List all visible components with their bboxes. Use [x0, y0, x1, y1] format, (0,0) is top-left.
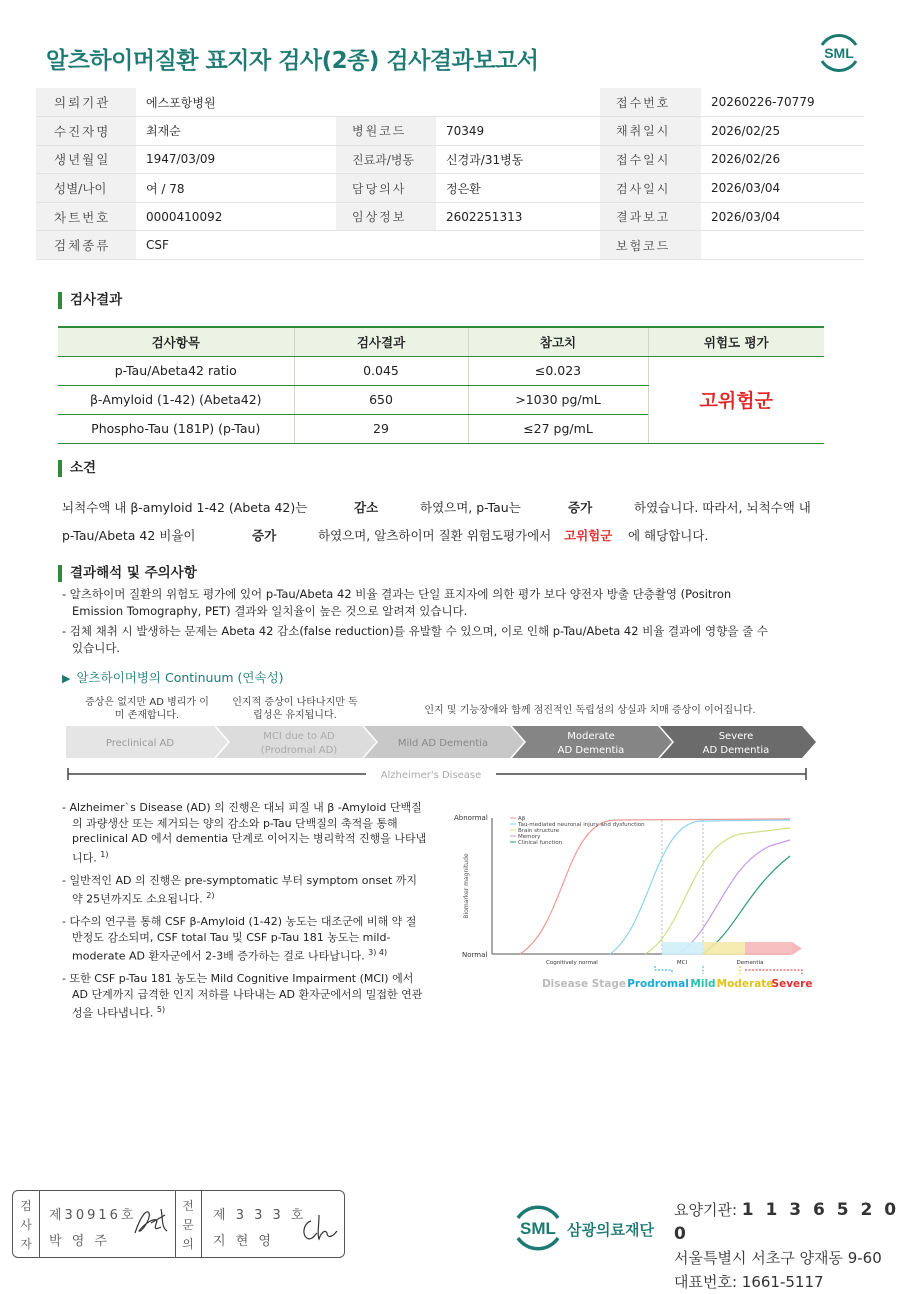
mci-label: MCI [676, 960, 688, 966]
opinion-text-part: 뇌척수액 내 β-amyloid 1-42 (Abeta 42)는 [62, 500, 308, 515]
test-date-label: 검사일시 [600, 174, 701, 203]
stage-label: MCI due to AD [263, 731, 335, 742]
reference-range: ≤27 pg/mL [468, 414, 648, 443]
legend-label: Memory [518, 834, 541, 840]
insurance-label: 보험코드 [600, 231, 701, 260]
list-item: - 검체 채취 시 발생하는 문제는 Abeta 42 감소(false reduction)를 유발할 수 있으며, 이로 인해 p-Tau/Abeta 42 비율 결과에 영향을 줄 수 있습니다. [62, 624, 768, 655]
report-date-value: 2026/03/04 [701, 202, 864, 231]
opinion-text-part: 에 해당합니다. [628, 528, 709, 543]
tester-name: 박 영 주 [49, 1234, 110, 1249]
info-row [36, 145, 864, 174]
stage-label: AD Dementia [557, 745, 625, 756]
collect-date-value: 2026/02/25 [701, 117, 864, 146]
stage-label: Prodromal [627, 978, 689, 990]
sml-logo [816, 30, 862, 76]
dept-value: 신경과/31병동 [436, 145, 600, 174]
stage-label: Mild AD Dementia [397, 738, 489, 749]
list-item: - 알츠하이머 질환의 위험도 평가에 있어 p-Tau/Abeta 42 비율 결과는 단일 표지자에 의한 평가 보다 양전자 방출 단층촬영 (Positron Emission Tomography, PET) 결과와 일치율이 높은 것으로 알려져 있습니다. [62, 587, 732, 618]
results-table [58, 326, 824, 444]
results-header: 검사결과 [294, 327, 468, 356]
chart-no-value: 0000410092 [136, 202, 336, 231]
triangle-icon: ▶ [62, 672, 71, 685]
chart-no-label: 차트번호 [36, 202, 136, 231]
stage-label: Mild [690, 978, 716, 990]
axis-label: Alzheimer's Disease [380, 770, 482, 781]
reference-range: ≤0.023 [468, 356, 648, 385]
address: 서울특별시 서초구 양재동 9-60 [674, 1249, 882, 1267]
opinion-text-part: p-Tau/Abeta 42 비율이 [62, 528, 196, 543]
stage-label: Moderate [716, 978, 774, 990]
specialist-label: 전 문 의 [182, 1199, 194, 1251]
report-title: 알츠하이머질환 표지자 검사(2종) 검사결과보고서 [46, 48, 539, 74]
list-item: - 또한 CSF p-Tau 181 농도는 Mild Cognitive Impairment (MCI) 에서 AD 단계까지 급격한 인지 저하를 나타내는 AD 환자군에서의 밀접한 연관성을 나타냅니다. $^{5)}$ [62, 972, 423, 1021]
insurance-value [701, 231, 864, 260]
phone-number: 1661-5117 [741, 1273, 824, 1291]
interpretation-section-title: 결과해석 및 주의사항 [58, 565, 197, 582]
dept-label: 진료과/병동 [336, 145, 436, 174]
birth-label: 생년월일 [36, 145, 136, 174]
report-date-label: 결과보고 [600, 202, 701, 231]
results-header: 검사항목 [58, 327, 294, 356]
results-header: 참고치 [468, 327, 648, 356]
table-row [58, 356, 824, 385]
legend-label: Brain structure [518, 828, 560, 834]
opinion-emphasis: 증가 [252, 528, 277, 543]
care-number: 1 1 3 6 5 2 0 0 [674, 1200, 900, 1244]
x-label: Cognitively normal [546, 960, 598, 966]
patient-value: 최재순 [136, 117, 336, 146]
info-row [36, 174, 864, 203]
list-item: - 일반적인 AD 의 진행은 pre-symptomatic 부터 symptom onset 까지 약 25년까지도 소요됩니다. $^{2)}$ [62, 873, 418, 906]
stage-label: AD Dementia [702, 745, 770, 756]
progression-notes [62, 800, 427, 1029]
specialist-license: 제 3 3 3 호 [213, 1208, 307, 1223]
opinion-text-part: 하였습니다. 따라서, 뇌척수액 내 [634, 500, 811, 515]
receipt-no-label: 접수번호 [600, 88, 701, 117]
sex-age-value: 여 / 78 [136, 174, 336, 203]
test-item: β-Amyloid (1-42) (Abeta42) [58, 385, 294, 414]
care-label: 요양기관: [674, 1201, 742, 1219]
test-value: 29 [294, 414, 468, 443]
logo-text: SML [520, 1219, 556, 1238]
org-name: 삼광의료재단 [567, 1221, 654, 1239]
stage-caption: 인지 및 기능장애와 함께 점진적인 독립성의 상실과 치매 증상이 이어집니다. [424, 705, 756, 716]
patient-label: 수진자명 [36, 117, 136, 146]
stage-caption: 인지적 증상이 나타나지만 독립성은 유지됩니다. [232, 697, 358, 721]
biomarker-diagram [440, 806, 820, 998]
requester-value: 에스포항병원 [136, 88, 600, 117]
legend-label: Aβ [518, 816, 526, 822]
test-date-value: 2026/03/04 [701, 174, 864, 203]
opinion-section-title: 소견 [58, 460, 96, 477]
test-value: 650 [294, 385, 468, 414]
tester-signature [131, 1205, 175, 1241]
y-top-label: Abnormal [454, 814, 488, 822]
clinical-label: 임상정보 [336, 202, 436, 231]
institution-info [674, 1198, 900, 1294]
info-row [36, 202, 864, 231]
hospital-code-value: 70349 [436, 117, 600, 146]
clinical-value: 2602251313 [436, 202, 600, 231]
signature-box [12, 1190, 345, 1258]
y-bottom-label: Normal [462, 951, 488, 959]
patient-info-table [36, 88, 864, 260]
doctor-value: 정은환 [436, 174, 600, 203]
tester-license: 제30916호 [49, 1208, 137, 1223]
logo-text: SML [824, 45, 854, 61]
stage-caption: 증상은 없지만 AD 병리가 이미 존재합니다. [85, 697, 209, 721]
stage-label: Disease Stage [541, 978, 627, 990]
list-item: - Alzheimer`s Disease (AD) 의 진행은 대뇌 피질 내 β -Amyloid 단백질의 과량생산 또는 제거되는 양의 감소와 p-Tau 단백질의 축적을 통해 preclinical AD 에서 dementia 단계로 이어지는 병리학적 진행을 나타냅니다. $^{1)}$ [62, 801, 427, 865]
collect-date-label: 채취일시 [600, 117, 701, 146]
tester-info [49, 1203, 136, 1255]
legend-label: Clinical function [518, 840, 563, 846]
receipt-date-value: 2026/02/26 [701, 145, 864, 174]
opinion-text-part: 하였으며, p-Tau는 [420, 500, 521, 515]
y-axis-label: Biomarker magnitude [463, 853, 470, 919]
specialist-signature [297, 1211, 341, 1247]
continuum-title-text: 알츠하이머병의 Continuum (연속성) [76, 670, 284, 685]
opinion-emphasis: 증가 [568, 500, 593, 515]
info-row [36, 88, 864, 117]
stage-label: Severe [718, 731, 754, 742]
specimen-label: 검체종류 [36, 231, 136, 260]
risk-assessment: 고위험군 [648, 356, 824, 443]
stage-label: (Prodromal AD) [260, 745, 338, 756]
requester-label: 의뢰기관 [36, 88, 136, 117]
reference-range: >1030 pg/mL [468, 385, 648, 414]
hospital-code-label: 병원코드 [336, 117, 436, 146]
info-row [36, 231, 864, 260]
specialist-name: 지 현 영 [213, 1234, 274, 1249]
opinion-text [62, 494, 822, 550]
receipt-date-label: 접수일시 [600, 145, 701, 174]
results-section-title: 검사결과 [58, 292, 122, 309]
phone-label: 대표번호: [674, 1273, 742, 1291]
doctor-label: 담당의사 [336, 174, 436, 203]
specialist-info [213, 1203, 306, 1255]
list-item: - 다수의 연구를 통해 CSF β-Amyloid (1-42) 농도는 대조군에 비해 약 절반정도 감소되며, CSF total Tau 및 CSF p-Tau 181 농도는 mild-moderate AD 환자군에서 2-3배 증가하는 걸로 나타납니다. $^{3) 4)}$ [62, 915, 417, 963]
results-header: 위험도 평가 [648, 327, 824, 356]
test-item: p-Tau/Abeta42 ratio [58, 356, 294, 385]
continuum-diagram [66, 724, 818, 786]
test-item: Phospho-Tau (181P) (p-Tau) [58, 414, 294, 443]
opinion-emphasis: 감소 [354, 500, 379, 515]
stage-label: Preclinical AD [105, 738, 175, 749]
sml-foundation-logo [510, 1200, 566, 1256]
test-value: 0.045 [294, 356, 468, 385]
stage-label: Severe [771, 978, 813, 990]
birth-value: 1947/03/09 [136, 145, 336, 174]
opinion-risk: 고위험군 [564, 528, 613, 543]
receipt-no-value: 20260226-70779 [701, 88, 864, 117]
info-row [36, 117, 864, 146]
opinion-text-part: 하였으며, 알츠하이머 질환 위험도평가에서 [318, 528, 552, 543]
legend-label: Tau-mediated neuronal injury and dysfunction [518, 822, 645, 828]
continuum-title [62, 668, 284, 686]
sex-age-label: 성별/나이 [36, 174, 136, 203]
interpretation-notes [62, 586, 782, 660]
dementia-label: Dementia [736, 960, 764, 966]
specimen-value: CSF [136, 231, 600, 260]
tester-label: 검 사 자 [20, 1199, 32, 1251]
stage-label: Moderate [567, 731, 615, 742]
